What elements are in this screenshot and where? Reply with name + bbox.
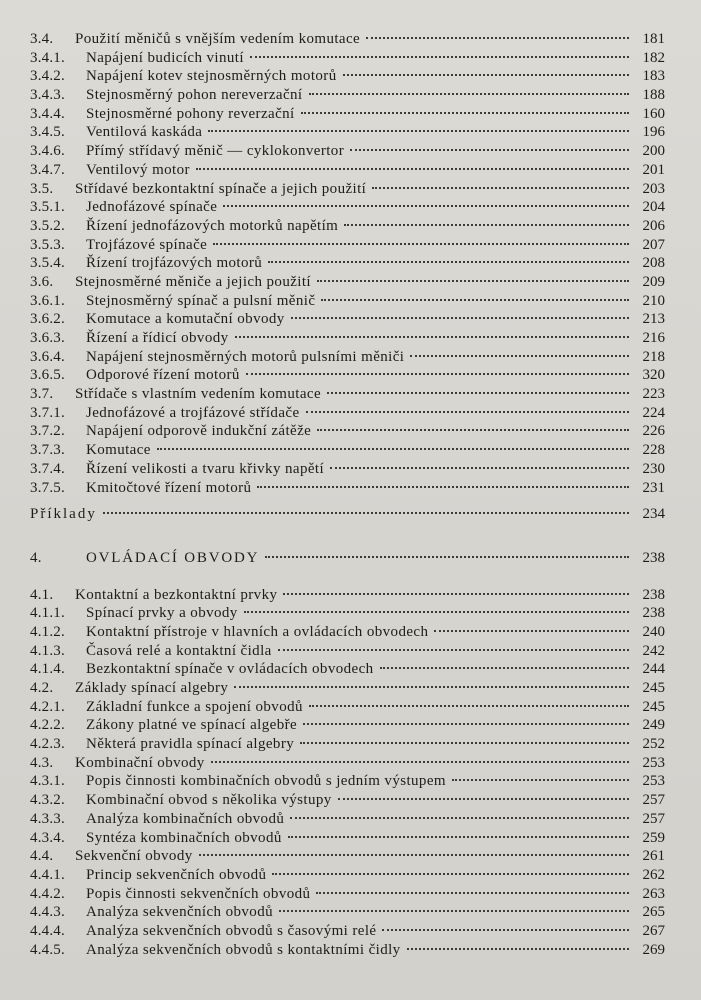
toc-entry-page: 269 <box>642 941 665 958</box>
dot-leader <box>235 336 629 338</box>
toc-entry-page: 244 <box>642 661 665 678</box>
dot-leader <box>278 649 629 651</box>
toc-entry <box>30 348 665 367</box>
toc-entry-number: 3.6.1. <box>30 292 65 309</box>
toc-entry-number: 3.4.2. <box>30 68 65 85</box>
toc-entry-title: Základy spínací algebry <box>75 680 229 696</box>
dot-leader <box>410 355 629 357</box>
toc-entry-page: 218 <box>642 348 665 365</box>
toc-entry-title: Napájení budicích vinutí <box>86 49 244 66</box>
toc-entry-page: 259 <box>642 829 665 846</box>
toc-entry <box>30 86 665 105</box>
toc-entry-title: Trojfázové spínače <box>86 236 208 253</box>
toc-entry <box>30 404 665 423</box>
toc-entry-title: Komutace a komutační obvody <box>86 311 285 328</box>
toc-entry-title: Zákony platné ve spínací algebře <box>86 717 298 734</box>
toc-entry <box>30 236 665 255</box>
toc-entry-page: 320 <box>642 367 665 384</box>
toc-entry <box>30 67 665 86</box>
toc-entry <box>30 292 665 311</box>
toc-entry-number: 3.7.3. <box>30 442 65 459</box>
toc-entry-number: 4.4.4. <box>30 922 65 939</box>
toc-entry-number: 4.2.3. <box>30 736 65 753</box>
toc-entry-number: 4.3.3. <box>30 810 65 827</box>
toc-entry <box>30 866 665 885</box>
toc-entry-page: 252 <box>642 736 665 753</box>
toc-entry-title: Ventilový motor <box>86 161 190 178</box>
toc-entry-page: 238 <box>642 549 665 566</box>
dot-leader <box>283 593 629 595</box>
toc-entry-title: Střídavé bezkontaktní spínače a jejich použití <box>75 180 367 197</box>
toc-entry-number: 4.3. <box>30 754 54 771</box>
dot-leader <box>350 149 629 151</box>
dot-leader <box>196 168 629 170</box>
toc-entry-title: Kombinační obvody <box>75 754 205 771</box>
toc-entry <box>30 735 665 754</box>
toc-entry-page: 188 <box>642 87 665 104</box>
toc-entry <box>30 180 665 199</box>
toc-entry-number: 3.6.3. <box>30 330 65 346</box>
toc-entry-title: Přímý střídavý měnič — cyklokonvertor <box>86 143 345 160</box>
toc-entry <box>30 604 665 623</box>
toc-entry-page: 249 <box>642 717 665 734</box>
dot-leader <box>309 705 629 707</box>
toc-entry-page: 201 <box>642 161 665 178</box>
toc-entry <box>30 273 665 292</box>
dot-leader <box>103 512 629 514</box>
toc-entry-number: 3.6.5. <box>30 367 65 384</box>
toc-entry-number: 4.1.4. <box>30 661 65 678</box>
toc-entry-page: 245 <box>642 680 665 696</box>
toc-entry-number: 3.5.3. <box>30 236 65 253</box>
toc-entry <box>30 698 665 717</box>
dot-leader <box>382 929 629 931</box>
toc-entry-page: 181 <box>642 31 665 47</box>
dot-leader <box>301 112 629 114</box>
toc-entry <box>30 329 665 348</box>
toc-chapter-4 <box>30 549 665 568</box>
toc-entry-number: 3.7.2. <box>30 423 65 440</box>
toc-entry-title: Analýza kombinačních obvodů <box>86 810 285 827</box>
toc-entry-page: 223 <box>642 386 665 403</box>
toc-entry-number: 3.6.2. <box>30 311 65 328</box>
toc-entry-number: 4.3.2. <box>30 792 65 809</box>
toc-entry-title: Řízení jednofázových motorků napětím <box>86 217 339 234</box>
toc-entry-number: 3.7.5. <box>30 479 65 496</box>
dot-leader <box>321 299 629 301</box>
toc-entry <box>30 623 665 642</box>
toc-entry-page: 216 <box>642 330 665 346</box>
toc-entry-number: 3.7.4. <box>30 460 65 477</box>
toc-entry-title: OVLÁDACÍ OBVODY <box>86 549 260 566</box>
toc-entry <box>30 885 665 904</box>
toc-entry <box>30 123 665 142</box>
dot-leader <box>199 854 629 856</box>
toc-entry-title: Napájení stejnosměrných motorů pulsními měniči <box>86 348 405 365</box>
toc-entry-title: Ventilová kaskáda <box>86 124 203 141</box>
toc-entry-page: 183 <box>642 68 665 85</box>
toc-entry <box>30 217 665 236</box>
table-of-contents <box>30 30 665 959</box>
toc-section-3 <box>30 30 665 497</box>
toc-entry-number: 3.4. <box>30 31 54 47</box>
toc-entry-number: 3.7. <box>30 386 54 403</box>
toc-entry-page: 209 <box>642 273 665 290</box>
toc-entry-title: Kontaktní přístroje v hlavních a ovládacích obvodech <box>86 623 429 640</box>
toc-entry <box>30 642 665 661</box>
dot-leader <box>317 280 629 282</box>
toc-entry <box>30 679 665 698</box>
toc-entry-page: 196 <box>642 124 665 141</box>
toc-entry-number: 3.4.4. <box>30 105 65 122</box>
dot-leader <box>300 742 629 744</box>
toc-entry <box>30 441 665 460</box>
toc-entry-page: 253 <box>642 773 665 790</box>
toc-entry-number: 3.5.1. <box>30 199 65 216</box>
toc-entry-page: 210 <box>642 292 665 309</box>
toc-entry-page: 204 <box>642 199 665 216</box>
toc-entry-title: Kombinační obvod s několika výstupy <box>86 792 332 809</box>
toc-entry-page: 208 <box>642 255 665 272</box>
toc-entry <box>30 810 665 829</box>
toc-entry-number: 4.4.2. <box>30 885 65 902</box>
toc-entry-page: 238 <box>642 586 665 603</box>
toc-entry-number: 3.6. <box>30 273 54 290</box>
toc-entry-number: 3.5. <box>30 180 54 197</box>
toc-entry-page: 262 <box>642 866 665 883</box>
toc-entry <box>30 716 665 735</box>
toc-entry-page: 182 <box>642 49 665 66</box>
toc-entry-title: Stejnosměrný spínač a pulsní měnič <box>86 292 316 309</box>
dot-leader <box>303 723 629 725</box>
toc-entry-title: Napájení odporově indukční zátěže <box>86 423 312 440</box>
toc-entry-title: Jednofázové a trojfázové střídače <box>86 404 300 421</box>
toc-entry <box>30 422 665 441</box>
toc-entry-title: Stejnosměrné měniče a jejich použití <box>75 273 311 290</box>
toc-entry-examples <box>30 505 665 524</box>
toc-entry-number: 3.4.3. <box>30 87 65 104</box>
toc-entry-page: 200 <box>642 143 665 160</box>
toc-entry-title: Použití měničů s vnějším vedením komutace <box>75 31 361 47</box>
toc-entry-title: Popis činnosti kombinačních obvodů s jedním výstupem <box>86 773 446 790</box>
toc-entry <box>30 30 665 49</box>
toc-entry <box>30 310 665 329</box>
toc-entry-number: 4.4.5. <box>30 941 65 958</box>
dot-leader <box>257 486 629 488</box>
toc-entry-number: 4.2.2. <box>30 717 65 734</box>
toc-entry-page: 245 <box>642 698 665 715</box>
dot-leader <box>327 392 629 394</box>
dot-leader <box>343 74 629 76</box>
dot-leader <box>244 611 629 613</box>
toc-entry-title: Princip sekvenčních obvodů <box>86 866 267 883</box>
toc-entry-page: 263 <box>642 885 665 902</box>
toc-entry <box>30 922 665 941</box>
toc-entry-title: Popis činnosti sekvenčních obvodů <box>86 885 311 902</box>
toc-entry-number: 4.2. <box>30 680 54 696</box>
toc-entry-page: 238 <box>642 605 665 622</box>
dot-leader <box>291 317 629 319</box>
toc-entry-title: Bezkontaktní spínače v ovládacích obvodech <box>86 661 374 678</box>
toc-entry-page: 206 <box>642 217 665 234</box>
toc-entry-title: Komutace <box>86 442 151 459</box>
toc-entry-title: Příklady <box>30 506 97 523</box>
toc-entry <box>30 105 665 124</box>
toc-entry-title: Časová relé a kontaktní čidla <box>86 642 272 659</box>
toc-entry-number: 4.1.2. <box>30 623 65 640</box>
toc-entry-title: Řízení velikosti a tvaru křivky napětí <box>86 460 325 477</box>
toc-entry-number: 4.1.1. <box>30 605 65 622</box>
toc-entry-title: Základní funkce a spojení obvodů <box>86 698 303 715</box>
toc-entry-page: 203 <box>642 180 665 197</box>
toc-entry-number: 4.1. <box>30 586 54 603</box>
toc-entry-page: 234 <box>642 506 665 523</box>
dot-leader <box>306 411 629 413</box>
toc-entry <box>30 847 665 866</box>
toc-entry-number: 4.1.3. <box>30 642 65 659</box>
toc-entry <box>30 479 665 498</box>
toc-entry-page: 207 <box>642 236 665 253</box>
dot-leader <box>372 187 629 189</box>
toc-entry-page: 257 <box>642 792 665 809</box>
toc-entry-title: Syntéza kombinačních obvodů <box>86 829 282 846</box>
dot-leader <box>330 467 629 469</box>
dot-leader <box>234 686 629 688</box>
toc-entry-number: 3.5.4. <box>30 255 65 272</box>
toc-entry-title: Stejnosměrné pohony reverzační <box>86 105 295 122</box>
toc-entry-page: 265 <box>642 904 665 921</box>
toc-entry-number: 3.4.7. <box>30 161 65 178</box>
toc-entry-title: Napájení kotev stejnosměrných motorů <box>86 68 337 85</box>
toc-entry-number: 3.5.2. <box>30 217 65 234</box>
dot-leader <box>213 243 629 245</box>
dot-leader <box>157 448 629 450</box>
toc-entry-title: Střídače s vlastním vedením komutace <box>75 386 322 403</box>
toc-entry-title: Některá pravidla spínací algebry <box>86 736 295 753</box>
toc-entry-title: Jednofázové spínače <box>86 199 218 216</box>
dot-leader <box>268 261 629 263</box>
dot-leader <box>250 56 629 58</box>
dot-leader <box>380 667 629 669</box>
dot-leader <box>208 130 629 132</box>
dot-leader <box>407 948 629 950</box>
toc-entry <box>30 254 665 273</box>
dot-leader <box>279 910 629 912</box>
toc-entry-title: Řízení trojfázových motorů <box>86 255 263 272</box>
toc-entry-page: 267 <box>642 922 665 939</box>
toc-entry <box>30 772 665 791</box>
dot-leader <box>317 429 629 431</box>
toc-entry-page: 253 <box>642 754 665 771</box>
toc-entry-title: Řízení a řídicí obvody <box>86 330 229 346</box>
dot-leader <box>338 798 629 800</box>
dot-leader <box>316 892 629 894</box>
dot-leader <box>272 873 629 875</box>
toc-entry-page: 213 <box>642 311 665 328</box>
toc-entry-page: 240 <box>642 623 665 640</box>
dot-leader <box>223 205 629 207</box>
toc-entry-number: 4.4.3. <box>30 904 65 921</box>
dot-leader <box>290 817 629 819</box>
toc-entry-number: 4. <box>30 549 42 566</box>
toc-entry-number: 4.2.1. <box>30 698 65 715</box>
toc-entry <box>30 161 665 180</box>
toc-entry-number: 3.4.5. <box>30 124 65 141</box>
toc-entry <box>30 660 665 679</box>
toc-entry <box>30 754 665 773</box>
toc-entry-title: Analýza sekvenčních obvodů s časovými relé <box>86 922 377 939</box>
toc-entry-number: 3.6.4. <box>30 348 65 365</box>
toc-entry <box>30 903 665 922</box>
toc-entry-page: 231 <box>642 479 665 496</box>
toc-entry-page: 160 <box>642 105 665 122</box>
dot-leader <box>434 630 629 632</box>
toc-entry-number: 4.4.1. <box>30 866 65 883</box>
toc-entry-title: Analýza sekvenčních obvodů <box>86 904 274 921</box>
toc-entry-title: Sekvenční obvody <box>75 848 193 865</box>
toc-entry <box>30 829 665 848</box>
toc-section-4 <box>30 586 665 960</box>
toc-entry-title: Kmitočtové řízení motorů <box>86 479 252 496</box>
toc-entry <box>30 460 665 479</box>
toc-entry <box>30 366 665 385</box>
toc-entry-title: Analýza sekvenčních obvodů s kontaktními čidly <box>86 941 401 958</box>
toc-entry-number: 4.3.1. <box>30 773 65 790</box>
dot-leader <box>344 224 629 226</box>
toc-entry-number: 4.3.4. <box>30 829 65 846</box>
toc-entry-number: 3.7.1. <box>30 404 65 421</box>
toc-entry <box>30 49 665 68</box>
toc-entry-page: 242 <box>642 642 665 659</box>
toc-entry-page: 224 <box>642 404 665 421</box>
toc-entry-title: Stejnosměrný pohon nereverzační <box>86 87 303 104</box>
dot-leader <box>366 37 629 39</box>
toc-entry <box>30 941 665 960</box>
toc-entry-title: Spínací prvky a obvody <box>86 605 238 622</box>
dot-leader <box>309 93 630 95</box>
toc-entry-page: 257 <box>642 810 665 827</box>
dot-leader <box>246 373 629 375</box>
dot-leader <box>265 556 629 558</box>
toc-entry-page: 230 <box>642 460 665 477</box>
toc-entry-title: Odporové řízení motorů <box>86 367 240 384</box>
toc-entry <box>30 142 665 161</box>
toc-entry-number: 3.4.6. <box>30 143 65 160</box>
dot-leader <box>211 761 629 763</box>
dot-leader <box>452 779 629 781</box>
toc-entry <box>30 791 665 810</box>
toc-entry <box>30 586 665 605</box>
toc-entry <box>30 385 665 404</box>
dot-leader <box>288 836 629 838</box>
toc-entry <box>30 198 665 217</box>
toc-entry-page: 226 <box>642 423 665 440</box>
toc-entry-page: 261 <box>642 848 665 865</box>
toc-entry-title: Kontaktní a bezkontaktní prvky <box>75 586 278 603</box>
toc-entry-page: 228 <box>642 442 665 459</box>
toc-entry-number: 4.4. <box>30 848 54 865</box>
toc-entry-number: 3.4.1. <box>30 49 65 66</box>
